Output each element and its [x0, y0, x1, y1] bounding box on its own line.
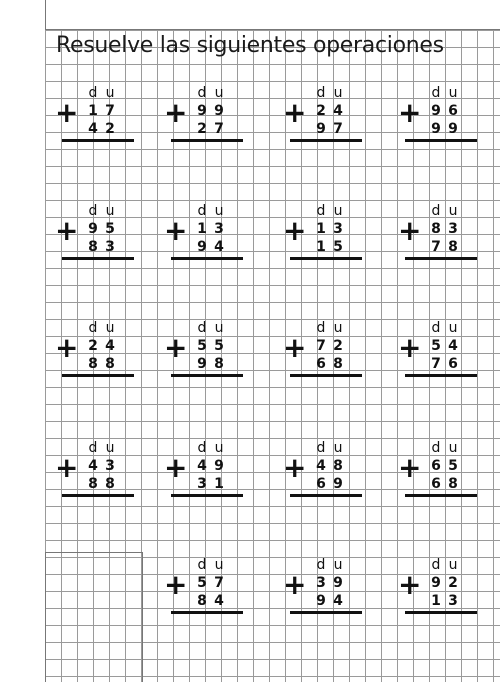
tens-header: d [197, 320, 207, 336]
plus-sign: + [164, 568, 188, 601]
units-header: u [105, 440, 115, 456]
addend1-tens: 6 [431, 458, 441, 474]
addend2-units: 2 [105, 121, 115, 137]
sum-line [290, 611, 362, 614]
plus-sign: + [398, 331, 422, 364]
addition-problem [398, 203, 484, 273]
sum-line [62, 257, 134, 260]
addend1-units: 9 [214, 103, 224, 119]
addend1-tens: 1 [88, 103, 98, 119]
addend1-tens: 3 [316, 575, 326, 591]
sum-line [171, 257, 243, 260]
addition-problem [398, 320, 484, 390]
addend2-units: 7 [333, 121, 343, 137]
sum-line [290, 494, 362, 497]
addend2-units: 4 [214, 593, 224, 609]
addend1-units: 7 [105, 103, 115, 119]
addend1-units: 4 [333, 103, 343, 119]
sum-line [171, 139, 243, 142]
addend1-tens: 7 [316, 338, 326, 354]
addition-problem [55, 203, 141, 273]
addend1-tens: 1 [197, 221, 207, 237]
addend1-units: 9 [214, 458, 224, 474]
sum-line [290, 257, 362, 260]
addend2-units: 6 [448, 356, 458, 372]
addend2-units: 5 [333, 239, 343, 255]
addend2-tens: 8 [88, 356, 98, 372]
addition-problem [55, 320, 141, 390]
plus-sign: + [283, 214, 307, 247]
addition-problem [398, 557, 484, 627]
plus-sign: + [283, 331, 307, 364]
sum-line [290, 374, 362, 377]
addend2-tens: 1 [316, 239, 326, 255]
addend2-tens: 9 [431, 121, 441, 137]
addend1-units: 2 [448, 575, 458, 591]
addition-problem [164, 557, 250, 627]
sum-line [62, 139, 134, 142]
addition-problem [164, 320, 250, 390]
addend2-units: 1 [214, 476, 224, 492]
addend1-units: 3 [105, 458, 115, 474]
addend1-units: 7 [214, 575, 224, 591]
addend1-tens: 4 [88, 458, 98, 474]
addition-problem [164, 85, 250, 155]
units-header: u [214, 320, 224, 336]
addend2-tens: 9 [316, 121, 326, 137]
addition-problem [283, 557, 369, 627]
units-header: u [333, 320, 343, 336]
addend2-tens: 6 [431, 476, 441, 492]
addend2-units: 8 [333, 356, 343, 372]
addend2-tens: 4 [88, 121, 98, 137]
plus-sign: + [164, 331, 188, 364]
units-header: u [333, 557, 343, 573]
sum-line [405, 257, 477, 260]
addend1-units: 5 [448, 458, 458, 474]
tens-header: d [316, 440, 326, 456]
addend2-tens: 6 [316, 476, 326, 492]
sum-line [171, 494, 243, 497]
addition-problem [164, 203, 250, 273]
tens-header: d [88, 85, 98, 101]
tens-header: d [316, 203, 326, 219]
addend1-units: 6 [448, 103, 458, 119]
addend2-tens: 8 [88, 476, 98, 492]
addend1-units: 9 [333, 575, 343, 591]
sum-line [290, 139, 362, 142]
addition-problem [398, 440, 484, 510]
tens-header: d [88, 203, 98, 219]
addend2-tens: 2 [197, 121, 207, 137]
plus-sign: + [398, 96, 422, 129]
tens-header: d [197, 557, 207, 573]
addend2-tens: 8 [88, 239, 98, 255]
tens-header: d [88, 440, 98, 456]
plus-sign: + [55, 451, 79, 484]
worksheet-title: Resuelve las siguientes operaciones [56, 33, 444, 58]
addend1-units: 3 [214, 221, 224, 237]
tens-header: d [431, 85, 441, 101]
addend2-tens: 6 [316, 356, 326, 372]
sum-line [62, 374, 134, 377]
units-header: u [333, 440, 343, 456]
tens-header: d [197, 203, 207, 219]
addend2-tens: 8 [197, 593, 207, 609]
plus-sign: + [283, 96, 307, 129]
tens-header: d [316, 320, 326, 336]
addend2-units: 8 [448, 239, 458, 255]
units-header: u [214, 85, 224, 101]
addend1-units: 4 [448, 338, 458, 354]
addend2-tens: 7 [431, 356, 441, 372]
sum-line [171, 374, 243, 377]
tens-header: d [316, 557, 326, 573]
addend2-tens: 3 [197, 476, 207, 492]
addend2-units: 8 [214, 356, 224, 372]
units-header: u [105, 203, 115, 219]
addend1-units: 8 [333, 458, 343, 474]
addend1-tens: 4 [197, 458, 207, 474]
addition-problem [398, 85, 484, 155]
addend1-units: 5 [105, 221, 115, 237]
plus-sign: + [55, 331, 79, 364]
plus-sign: + [55, 214, 79, 247]
units-header: u [333, 203, 343, 219]
units-header: u [448, 85, 458, 101]
tens-header: d [316, 85, 326, 101]
addend1-tens: 9 [431, 103, 441, 119]
addition-problem [55, 440, 141, 510]
plus-sign: + [164, 214, 188, 247]
units-header: u [448, 320, 458, 336]
addend2-tens: 1 [431, 593, 441, 609]
addend1-tens: 4 [316, 458, 326, 474]
plus-sign: + [164, 451, 188, 484]
addend1-units: 5 [214, 338, 224, 354]
units-header: u [214, 557, 224, 573]
sum-line [62, 494, 134, 497]
addend2-units: 3 [448, 593, 458, 609]
addend1-tens: 5 [431, 338, 441, 354]
units-header: u [448, 557, 458, 573]
addend2-units: 4 [333, 593, 343, 609]
sum-line [405, 139, 477, 142]
addend2-units: 3 [105, 239, 115, 255]
plus-sign: + [55, 96, 79, 129]
sum-line [405, 494, 477, 497]
tens-header: d [197, 440, 207, 456]
units-header: u [333, 85, 343, 101]
addend1-tens: 8 [431, 221, 441, 237]
plus-sign: + [398, 568, 422, 601]
sum-line [171, 611, 243, 614]
plus-sign: + [398, 214, 422, 247]
tens-header: d [88, 320, 98, 336]
tens-header: d [197, 85, 207, 101]
addend1-tens: 1 [316, 221, 326, 237]
addend1-tens: 2 [316, 103, 326, 119]
addend2-tens: 9 [197, 356, 207, 372]
units-header: u [214, 440, 224, 456]
addend1-tens: 2 [88, 338, 98, 354]
addend2-units: 9 [333, 476, 343, 492]
plus-sign: + [283, 568, 307, 601]
units-header: u [105, 85, 115, 101]
units-header: u [448, 440, 458, 456]
addend1-units: 2 [333, 338, 343, 354]
left-margin [0, 0, 45, 682]
sum-line [405, 374, 477, 377]
tens-header: d [431, 320, 441, 336]
addend1-units: 4 [105, 338, 115, 354]
plus-sign: + [164, 96, 188, 129]
units-header: u [448, 203, 458, 219]
addition-problem [283, 320, 369, 390]
addend2-units: 9 [448, 121, 458, 137]
units-header: u [214, 203, 224, 219]
units-header: u [105, 320, 115, 336]
addend2-tens: 9 [197, 239, 207, 255]
addend2-units: 7 [214, 121, 224, 137]
empty-box [45, 552, 143, 682]
addend2-units: 8 [105, 356, 115, 372]
addend2-units: 8 [448, 476, 458, 492]
addition-problem [283, 440, 369, 510]
addend2-units: 4 [214, 239, 224, 255]
plus-sign: + [398, 451, 422, 484]
addend1-tens: 5 [197, 575, 207, 591]
sum-line [405, 611, 477, 614]
addend1-tens: 9 [88, 221, 98, 237]
plus-sign: + [283, 451, 307, 484]
addend1-tens: 5 [197, 338, 207, 354]
addend1-units: 3 [333, 221, 343, 237]
tens-header: d [431, 440, 441, 456]
addition-problem [164, 440, 250, 510]
addend2-tens: 7 [431, 239, 441, 255]
tens-header: d [431, 203, 441, 219]
addend1-tens: 9 [431, 575, 441, 591]
addend1-units: 3 [448, 221, 458, 237]
addend1-tens: 9 [197, 103, 207, 119]
addend2-units: 8 [105, 476, 115, 492]
addend2-tens: 9 [316, 593, 326, 609]
addition-problem [283, 203, 369, 273]
tens-header: d [431, 557, 441, 573]
header-box [45, 0, 500, 30]
addition-problem [55, 85, 141, 155]
addition-problem [283, 85, 369, 155]
